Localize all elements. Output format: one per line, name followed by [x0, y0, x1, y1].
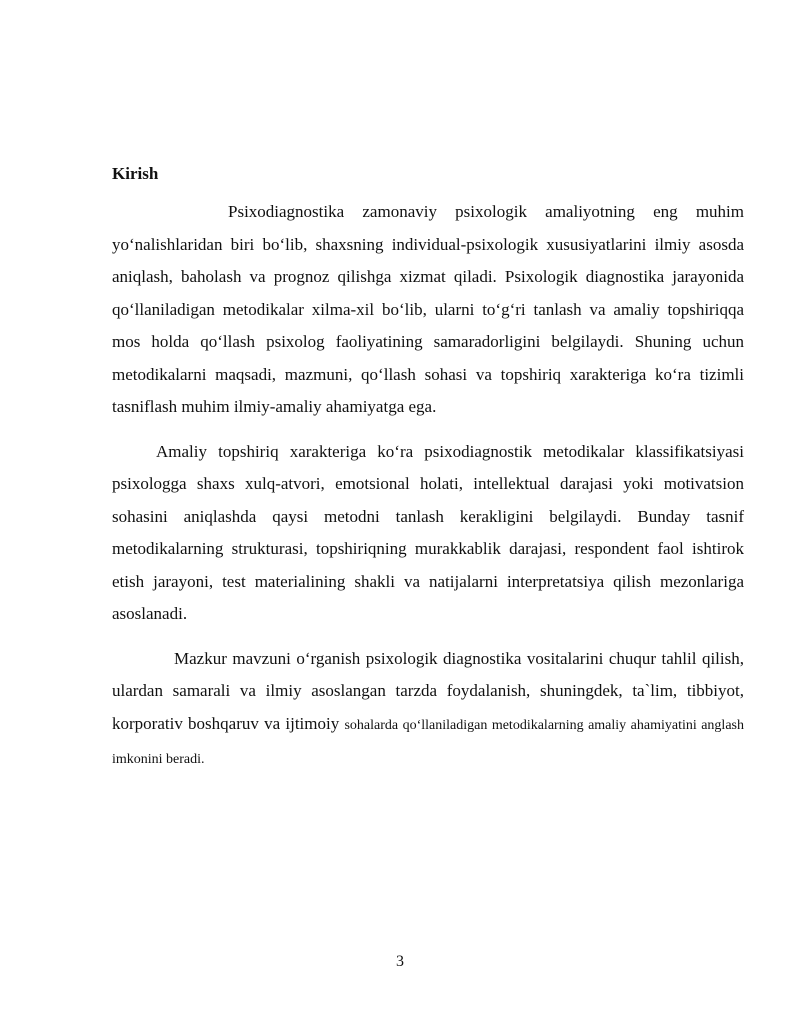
paragraph-purpose-small: sohalarda qo‘llaniladigan metodikalarning amaliy ahamiyatini anglash imkonini beradi.: [112, 717, 744, 767]
paragraph-intro: Psixodiagnostika zamonaviy psixologik amaliyotning eng muhim yo‘nalishlaridan biri bo‘lib, shaxsning individual-psixologik xususiyatlarini ilmiy asosda aniqlash, baholash va prognoz qilishga xizmat qiladi. Psixologik diagnostika jarayonida qo‘llaniladigan metodikalar xilma-xil bo‘lib, ularni to‘g‘ri tanlash va amaliy topshiriqqa mos holda qo‘llash psixolog faoliyatining samaradorligini belgilaydi. Shuning uchun metodikalarni maqsadi, mazmuni, qo‘llash sohasi va topshiriq xarakteriga ko‘ra tizimli tasniflash muhim ilmiy-amaliy ahamiyatga ega.: [112, 202, 744, 416]
page-content: [112, 164, 744, 777]
paragraph-purpose: [112, 643, 744, 777]
paragraph-purpose-main: Mazkur mavzuni o‘rganish psixologik diagnostika vositalarini chuqur tahlil qilish, ulardan samarali va ilmiy asoslangan tarzda foydalanish, shuningdek, ta`lim, tibbiyot, korporativ boshqaruv va ijtimoiy: [112, 648, 744, 733]
section-heading: Kirish: [112, 164, 159, 183]
page-number: 3: [396, 953, 404, 970]
paragraph-classification: Amaliy topshiriq xarakteriga ko‘ra psixodiagnostik metodikalar klassifikatsiyasi psixologga shaxs xulq-atvori, emotsional holati, intellektual darajasi yoki motivatsion sohasini aniqlashda qaysi metodni tanlash kerakligini belgilaydi. Bunday tasnif metodikalarning strukturasi, topshiriqning murakkablik darajasi, respondent faol ishtirok etish jarayoni, test materialining shakli va natijalarni interpretatsiya qilish mezonlariga asoslanadi.: [112, 441, 744, 623]
